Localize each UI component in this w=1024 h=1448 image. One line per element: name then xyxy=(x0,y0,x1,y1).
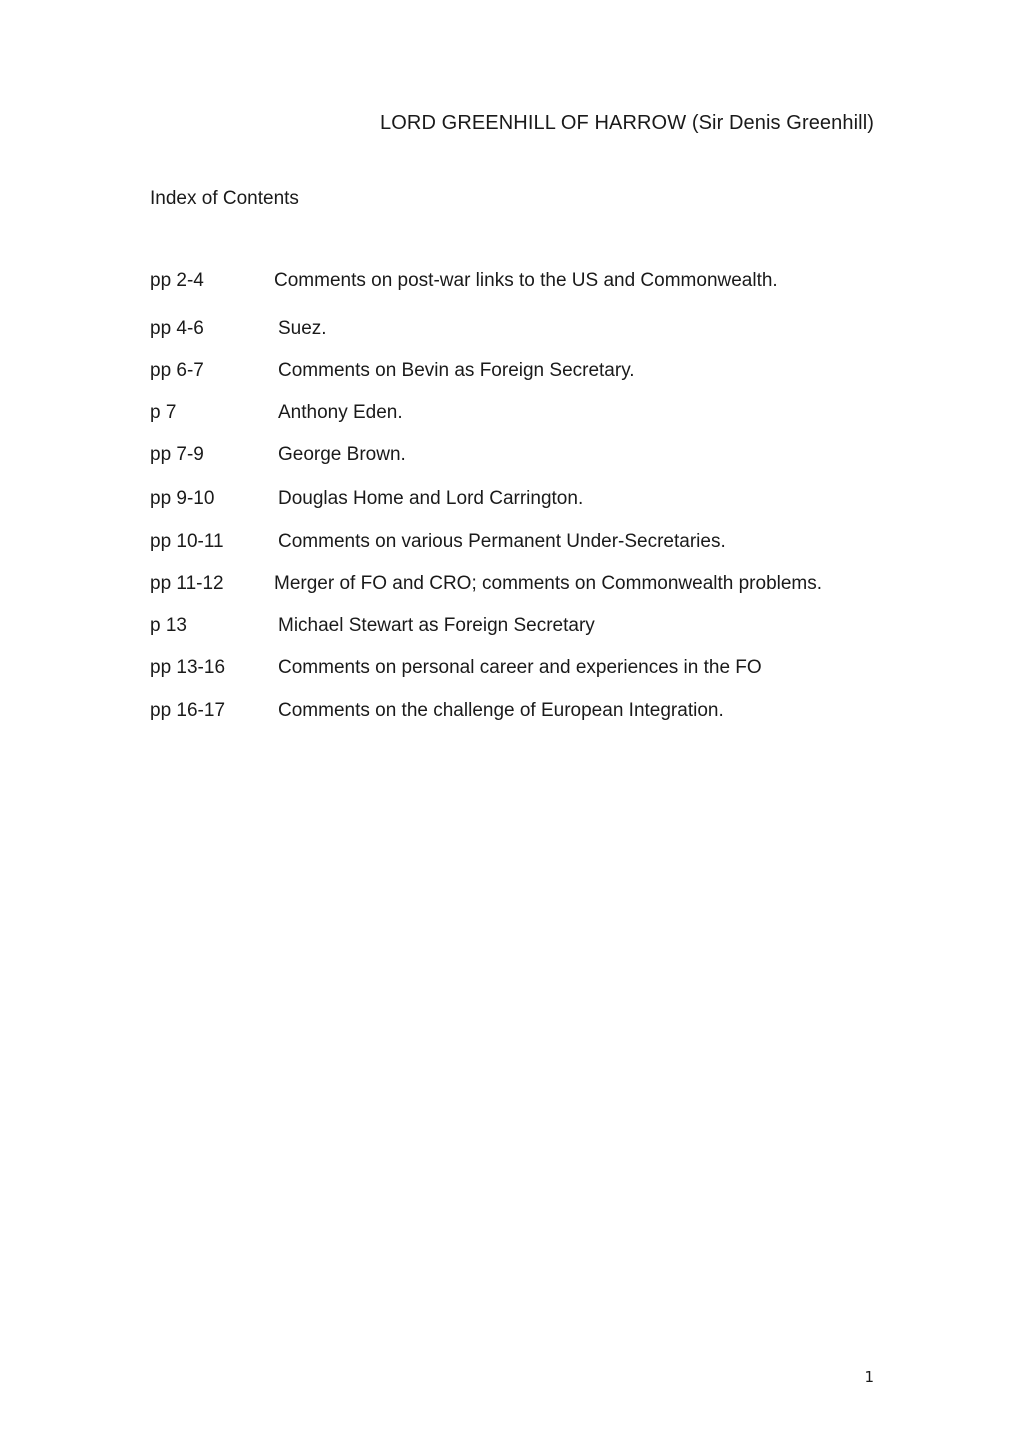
toc-row xyxy=(150,402,890,428)
toc-page-range: p 13 xyxy=(150,615,187,636)
toc-row xyxy=(150,573,890,599)
toc-description: Merger of FO and CRO; comments on Commonwealth problems. xyxy=(274,573,823,594)
toc-row xyxy=(150,444,890,470)
toc-description: Comments on Bevin as Foreign Secretary. xyxy=(278,360,635,381)
toc-row xyxy=(150,360,890,386)
toc-description: Douglas Home and Lord Carrington. xyxy=(278,488,584,509)
toc-row xyxy=(150,270,890,296)
toc-row xyxy=(150,700,890,726)
toc-row xyxy=(150,657,890,683)
toc-page-range: pp 11-12 xyxy=(150,573,224,594)
toc-page-range: pp 16-17 xyxy=(150,700,226,721)
toc-description: George Brown. xyxy=(278,444,406,465)
toc-row xyxy=(150,318,890,344)
toc-row xyxy=(150,531,890,557)
toc-description: Comments on personal career and experiences in the FO xyxy=(278,657,762,678)
toc-description: Anthony Eden. xyxy=(278,402,403,423)
toc-page-range: pp 7-9 xyxy=(150,444,204,465)
toc-page-range: p 7 xyxy=(150,402,177,423)
toc-page-range: pp 4-6 xyxy=(150,318,204,339)
toc-description: Michael Stewart as Foreign Secretary xyxy=(278,615,595,636)
document-title: LORD GREENHILL OF HARROW (Sir Denis Greenhill) xyxy=(380,112,874,134)
toc-description: Suez. xyxy=(278,318,327,339)
toc-description: Comments on the challenge of European Integration. xyxy=(278,700,724,721)
toc-page-range: pp 10-11 xyxy=(150,531,224,552)
index-heading: Index of Contents xyxy=(150,188,299,209)
toc-page-range: pp 9-10 xyxy=(150,488,215,509)
toc-description: Comments on post-war links to the US and Commonwealth. xyxy=(274,270,778,291)
page-number: 1 xyxy=(864,1368,874,1386)
toc-page-range: pp 13-16 xyxy=(150,657,226,678)
toc-description: Comments on various Permanent Under-Secretaries. xyxy=(278,531,726,552)
toc-row xyxy=(150,615,890,641)
toc-page-range: pp 6-7 xyxy=(150,360,204,381)
toc-page-range: pp 2-4 xyxy=(150,270,204,291)
toc-row xyxy=(150,488,890,514)
